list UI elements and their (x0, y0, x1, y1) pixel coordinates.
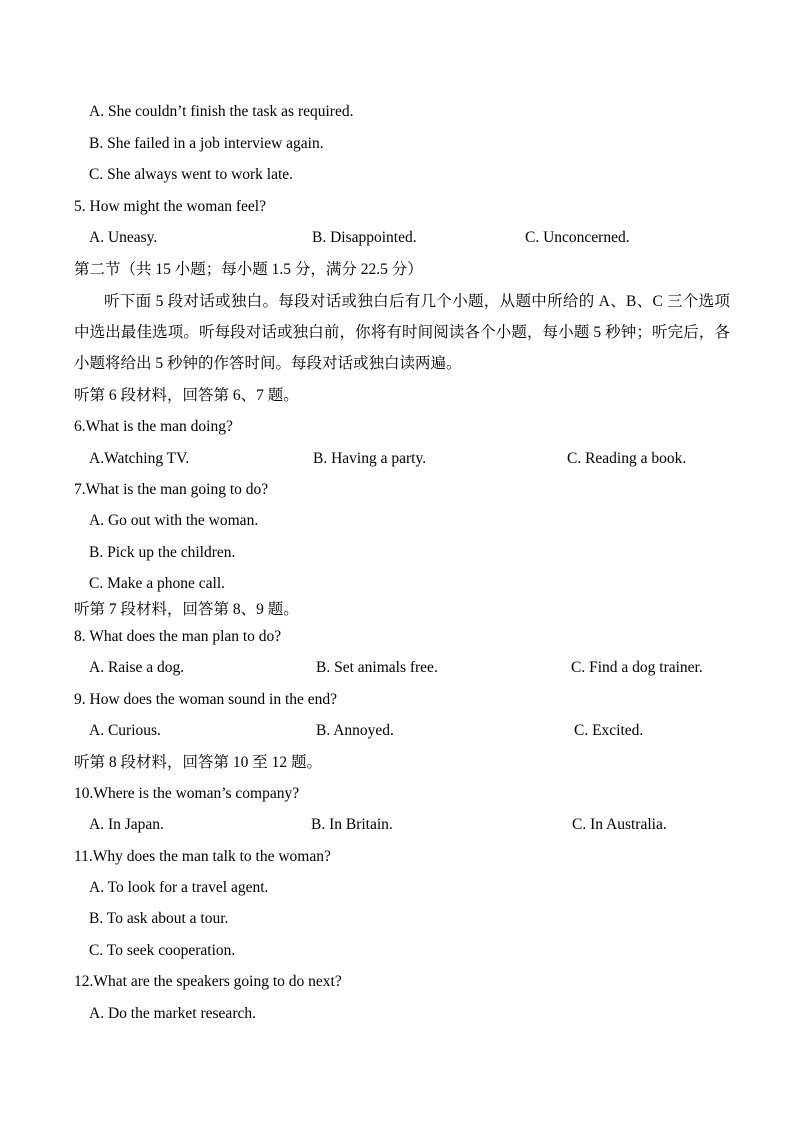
q8-option-c: C. Find a dog trainer. (571, 659, 703, 676)
q9-question: 9. How does the woman sound in the end? (74, 691, 338, 708)
material6-heading: 听第 6 段材料，回答第 6、7 题。 (74, 387, 299, 404)
material8-heading: 听第 8 段材料，回答第 10 至 12 题。 (74, 754, 323, 771)
q6-option-c: C. Reading a book. (567, 450, 687, 467)
q11-question: 11.Why does the man talk to the woman? (74, 848, 331, 865)
q7-option-c: C. Make a phone call. (89, 575, 226, 592)
material7-heading: 听第 7 段材料，回答第 8、9 题。 (74, 601, 299, 618)
section2-instructions: 听下面 5 段对话或独白。每段对话或独白后有几个小题，从题中所给的 A、B、C 三个选项中选出最佳选项。听每段对话或独白前，你将有时间阅读各个小题，每小题 5 秒钟；听完后，各小题将给出 5 秒钟的作答时间。每段对话或独白读两遍。 (74, 293, 730, 372)
q7-question: 7.What is the man going to do? (74, 481, 269, 498)
q7-option-b: B. Pick up the children. (89, 544, 236, 561)
q8-option-b: B. Set animals free. (316, 659, 438, 676)
q10-question: 10.Where is the woman’s company? (74, 785, 300, 802)
q9-option-b: B. Annoyed. (316, 722, 394, 739)
q10-option-a: A. In Japan. (89, 816, 164, 833)
q5-option-b: B. Disappointed. (312, 229, 417, 246)
q11-option-a: A. To look for a travel agent. (89, 879, 269, 896)
q8-question: 8. What does the man plan to do? (74, 628, 282, 645)
q4-option-c: C. She always went to work late. (89, 166, 294, 183)
q6-option-b: B. Having a party. (313, 450, 427, 467)
q6-option-a: A.Watching TV. (89, 450, 190, 467)
q5-option-a: A. Uneasy. (89, 229, 158, 246)
q5-question: 5. How might the woman feel? (74, 198, 266, 215)
q12-question: 12.What are the speakers going to do next? (74, 973, 342, 990)
q12-option-a: A. Do the market research. (89, 1005, 256, 1022)
section2-heading: 第二节（共 15 小题；每小题 1.5 分，满分 22.5 分） (74, 261, 423, 278)
q4-option-a: A. She couldn’t finish the task as required. (89, 103, 354, 120)
q11-option-c: C. To seek cooperation. (89, 942, 236, 959)
q8-option-a: A. Raise a dog. (89, 659, 185, 676)
q11-option-b: B. To ask about a tour. (89, 910, 229, 927)
q5-option-c: C. Unconcerned. (525, 229, 630, 246)
q9-option-a: A. Curious. (89, 722, 161, 739)
q4-option-b: B. She failed in a job interview again. (89, 135, 324, 152)
q6-question: 6.What is the man doing? (74, 418, 233, 435)
q10-option-c: C. In Australia. (572, 816, 667, 833)
q10-option-b: B. In Britain. (311, 816, 393, 833)
q7-option-a: A. Go out with the woman. (89, 512, 259, 529)
q9-option-c: C. Excited. (574, 722, 644, 739)
